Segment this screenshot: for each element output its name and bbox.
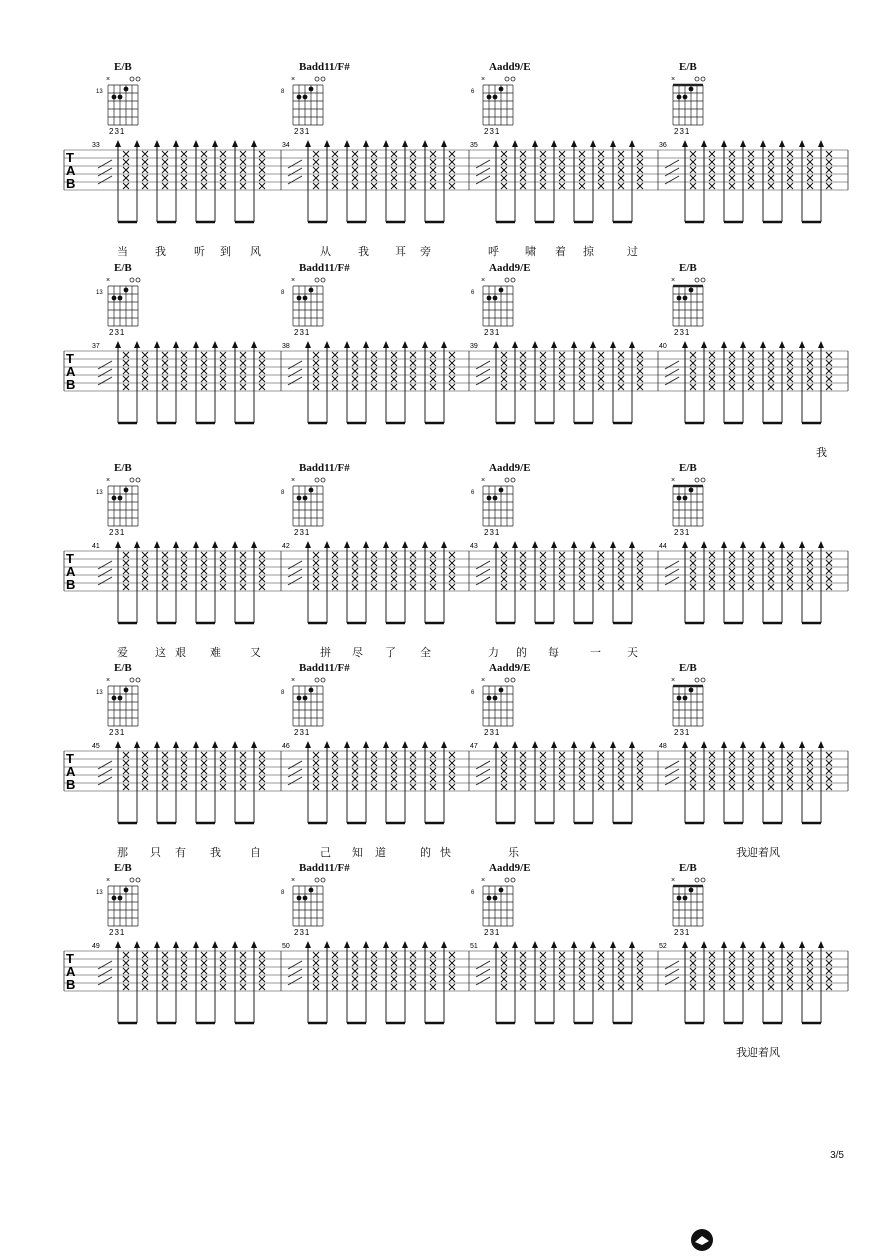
lyric: 我迎着风 [736, 846, 780, 859]
svg-text:231: 231 [674, 928, 691, 937]
svg-text:231: 231 [484, 728, 501, 737]
lyric: 有 [175, 846, 186, 859]
chord-diagram [671, 677, 705, 737]
svg-text:8: 8 [281, 690, 285, 696]
chord-diagram [471, 76, 515, 136]
lyric: 呼 [488, 245, 499, 258]
svg-text:×: × [481, 677, 486, 684]
chord-diagram [281, 677, 325, 737]
lyric: 己 [320, 846, 331, 859]
svg-text:×: × [481, 76, 486, 83]
tab-system-graphics [0, 55, 888, 255]
chord-name: E/B [114, 61, 132, 73]
svg-text:13: 13 [96, 490, 103, 496]
svg-text:×: × [291, 877, 296, 884]
svg-text:231: 231 [674, 528, 691, 537]
lyric: 艰 [175, 646, 186, 659]
svg-text:T: T [66, 150, 74, 165]
chord-diagram [671, 76, 705, 136]
svg-text:T: T [66, 751, 74, 766]
svg-text:33: 33 [92, 142, 100, 149]
svg-text:×: × [671, 76, 676, 83]
lyric: 我迎着风 [736, 1046, 780, 1059]
chord-name: E/B [679, 462, 697, 474]
chord-name: Aadd9/E [489, 662, 531, 674]
chord-name: E/B [114, 862, 132, 874]
svg-text:231: 231 [109, 728, 126, 737]
lyric: 旁 [420, 245, 431, 258]
svg-text:231: 231 [109, 328, 126, 337]
chord-name: E/B [679, 862, 697, 874]
lyric: 那 [117, 846, 128, 859]
lyric: 道 [375, 846, 386, 859]
lyric: 的 [516, 646, 527, 659]
lyric: 力 [488, 646, 499, 659]
svg-text:6: 6 [471, 89, 475, 95]
svg-text:231: 231 [484, 328, 501, 337]
svg-text:13: 13 [96, 89, 103, 95]
svg-text:8: 8 [281, 290, 285, 296]
svg-text:231: 231 [484, 127, 501, 136]
svg-text:×: × [291, 277, 296, 284]
svg-text:39: 39 [470, 343, 478, 350]
svg-text:34: 34 [282, 142, 290, 149]
chord-name: E/B [114, 262, 132, 274]
chord-diagram [96, 677, 140, 737]
chord-diagram [96, 277, 140, 337]
svg-text:B: B [66, 977, 76, 992]
svg-text:×: × [481, 477, 486, 484]
chord-name: Badd11/F# [299, 61, 350, 73]
svg-text:13: 13 [96, 890, 103, 896]
brand-logo [690, 1228, 714, 1252]
chord-name: E/B [679, 61, 697, 73]
lyric: 只 [150, 846, 161, 859]
svg-text:231: 231 [109, 528, 126, 537]
svg-text:49: 49 [92, 943, 100, 950]
chord-diagram [281, 477, 325, 537]
lyric: 从 [320, 245, 331, 258]
lyric: 当 [117, 245, 128, 258]
tab-system-graphics [0, 856, 888, 1056]
chord-diagram [281, 76, 325, 136]
svg-text:231: 231 [109, 928, 126, 937]
lyric: 尽 [352, 646, 363, 659]
chord-diagram [471, 477, 515, 537]
svg-text:44: 44 [659, 543, 667, 550]
svg-text:231: 231 [109, 127, 126, 136]
lyric: 我 [358, 245, 369, 258]
svg-text:6: 6 [471, 490, 475, 496]
lyric: 我 [210, 846, 221, 859]
svg-text:6: 6 [471, 290, 475, 296]
chord-diagram [471, 877, 515, 937]
chord-name: E/B [679, 262, 697, 274]
tab-system-graphics [0, 456, 888, 656]
svg-text:36: 36 [659, 142, 667, 149]
svg-text:8: 8 [281, 890, 285, 896]
svg-text:42: 42 [282, 543, 290, 550]
lyric: 掠 [583, 245, 594, 258]
svg-text:B: B [66, 377, 76, 392]
svg-text:×: × [106, 877, 111, 884]
svg-text:×: × [106, 477, 111, 484]
svg-text:37: 37 [92, 343, 100, 350]
lyric: 难 [210, 646, 221, 659]
chord-diagram [281, 277, 325, 337]
lyric: 又 [250, 646, 261, 659]
svg-text:231: 231 [294, 328, 311, 337]
svg-text:46: 46 [282, 743, 290, 750]
chord-name: Badd11/F# [299, 262, 350, 274]
chord-name: E/B [114, 662, 132, 674]
lyric: 风 [250, 245, 261, 258]
svg-text:×: × [291, 477, 296, 484]
chord-diagram [96, 877, 140, 937]
svg-text:×: × [106, 76, 111, 83]
chord-name: E/B [114, 462, 132, 474]
chord-name: Badd11/F# [299, 862, 350, 874]
chord-name: Aadd9/E [489, 61, 531, 73]
lyric: 我 [816, 446, 827, 459]
svg-text:13: 13 [96, 290, 103, 296]
svg-text:231: 231 [294, 728, 311, 737]
svg-text:T: T [66, 351, 74, 366]
lyric: 过 [627, 245, 638, 258]
lyric: 耳 [395, 245, 406, 258]
lyric: 爱 [117, 646, 128, 659]
svg-text:A: A [66, 764, 76, 779]
tab-system [0, 55, 888, 258]
page-number: 3/5 [830, 1150, 844, 1161]
svg-text:231: 231 [674, 728, 691, 737]
svg-text:41: 41 [92, 543, 100, 550]
svg-text:8: 8 [281, 89, 285, 95]
chord-diagram [471, 677, 515, 737]
svg-text:40: 40 [659, 343, 667, 350]
svg-text:A: A [66, 564, 76, 579]
lyric: 知 [352, 846, 363, 859]
chord-diagram [671, 877, 705, 937]
chord-name: Badd11/F# [299, 662, 350, 674]
svg-text:T: T [66, 551, 74, 566]
svg-text:B: B [66, 577, 76, 592]
lyric: 快 [440, 846, 451, 859]
lyric: 一 [590, 646, 601, 659]
tab-system [0, 856, 888, 1059]
lyric: 听 [194, 245, 205, 258]
lyric: 自 [250, 846, 261, 859]
svg-text:231: 231 [294, 127, 311, 136]
tab-system-graphics [0, 656, 888, 856]
svg-text:×: × [671, 477, 676, 484]
tab-system [0, 656, 888, 859]
svg-text:38: 38 [282, 343, 290, 350]
svg-text:6: 6 [471, 690, 475, 696]
svg-text:231: 231 [294, 928, 311, 937]
svg-text:B: B [66, 777, 76, 792]
lyric: 全 [420, 646, 431, 659]
chord-diagram [671, 477, 705, 537]
chord-name: Aadd9/E [489, 462, 531, 474]
svg-text:48: 48 [659, 743, 667, 750]
lyric: 我 [155, 245, 166, 258]
chord-diagram [471, 277, 515, 337]
svg-text:51: 51 [470, 943, 478, 950]
svg-text:43: 43 [470, 543, 478, 550]
svg-text:231: 231 [484, 528, 501, 537]
chord-diagram [671, 277, 705, 337]
lyric: 乐 [508, 846, 519, 859]
chord-name: E/B [679, 662, 697, 674]
chord-name: Badd11/F# [299, 462, 350, 474]
svg-text:A: A [66, 364, 76, 379]
svg-text:T: T [66, 951, 74, 966]
svg-text:35: 35 [470, 142, 478, 149]
svg-text:×: × [671, 677, 676, 684]
lyric: 了 [385, 646, 396, 659]
svg-text:231: 231 [674, 328, 691, 337]
chord-diagram [281, 877, 325, 937]
svg-text:×: × [481, 277, 486, 284]
svg-text:231: 231 [674, 127, 691, 136]
svg-text:231: 231 [484, 928, 501, 937]
svg-text:×: × [291, 76, 296, 83]
chord-diagram [96, 76, 140, 136]
svg-text:50: 50 [282, 943, 290, 950]
svg-text:45: 45 [92, 743, 100, 750]
lyric: 天 [627, 646, 638, 659]
svg-text:6: 6 [471, 890, 475, 896]
svg-text:×: × [291, 677, 296, 684]
svg-text:52: 52 [659, 943, 667, 950]
lyric: 这 [155, 646, 166, 659]
chord-diagram [96, 477, 140, 537]
svg-text:47: 47 [470, 743, 478, 750]
lyric: 到 [220, 245, 231, 258]
svg-text:A: A [66, 964, 76, 979]
svg-text:×: × [106, 677, 111, 684]
svg-text:×: × [106, 277, 111, 284]
svg-text:×: × [671, 877, 676, 884]
svg-text:B: B [66, 176, 76, 191]
chord-name: Aadd9/E [489, 262, 531, 274]
lyric: 每 [548, 646, 559, 659]
chord-name: Aadd9/E [489, 862, 531, 874]
lyric: 拼 [320, 646, 331, 659]
lyric: 的 [420, 846, 431, 859]
svg-text:13: 13 [96, 690, 103, 696]
svg-text:×: × [671, 277, 676, 284]
lyric: 啸 [525, 245, 536, 258]
tab-system [0, 456, 888, 659]
tab-system-graphics [0, 256, 888, 456]
svg-text:231: 231 [294, 528, 311, 537]
svg-text:×: × [481, 877, 486, 884]
tab-system [0, 256, 888, 459]
svg-text:8: 8 [281, 490, 285, 496]
lyric: 着 [555, 245, 566, 258]
svg-text:A: A [66, 163, 76, 178]
